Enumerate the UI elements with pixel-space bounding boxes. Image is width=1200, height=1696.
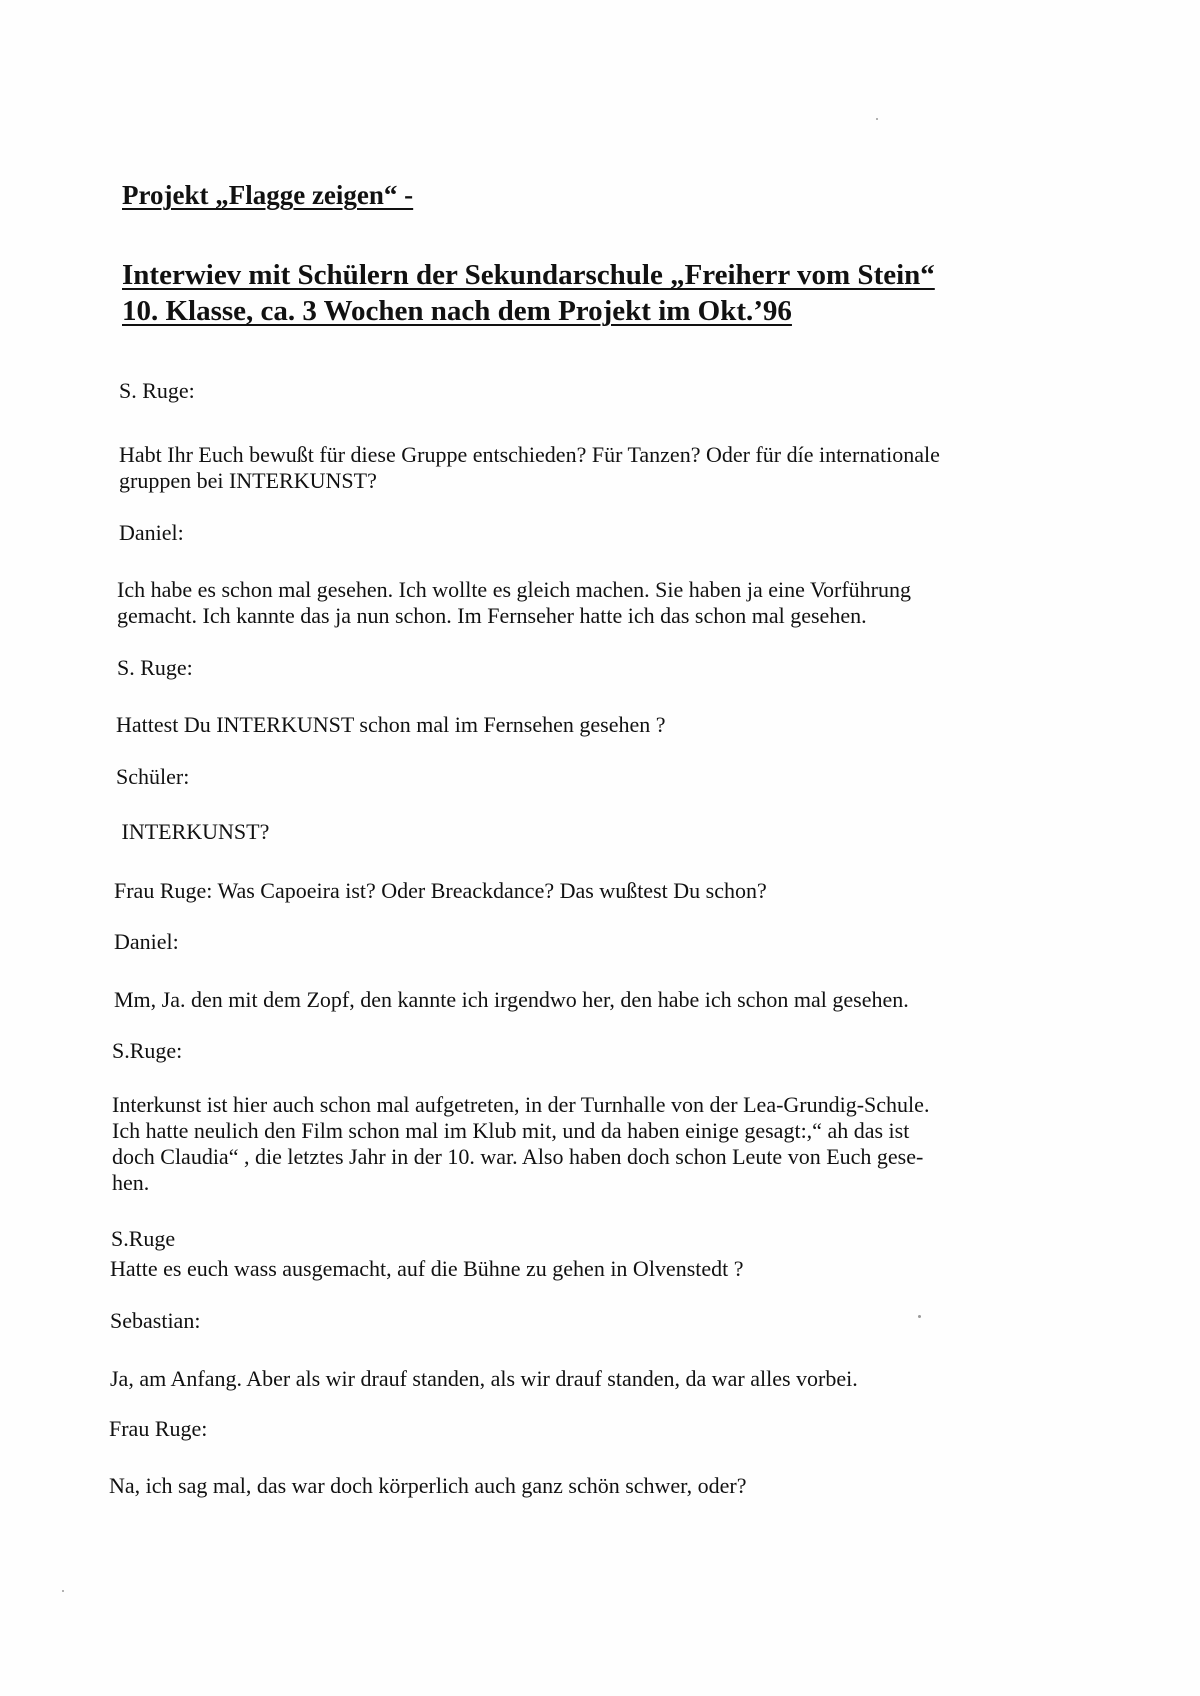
dialogue-text: Hattest Du INTERKUNST schon mal im Fernsehen gesehen ?	[116, 712, 666, 737]
dialogue-text: Interkunst ist hier auch schon mal aufgetreten, in der Turnhalle von der Lea-Grundig-Schule. Ich hatte neulich den Film schon mal im Klub mit, und da haben einige gesagt:,“ ah das ist doch Claudia“ , die letztes Jahr in der 10. war. Also haben doch schon Leute von Euch gese- hen.	[112, 1092, 930, 1195]
document-subtitle-line-2: 10. Klasse, ca. 3 Wochen nach dem Projekt im Okt.’96	[122, 295, 792, 327]
document-subtitle-line-1: Interwiev mit Schülern der Sekundarschule „Freiherr vom Stein“	[122, 259, 935, 291]
speaker-label: Frau Ruge:	[109, 1416, 208, 1441]
speaker-label: S. Ruge:	[117, 655, 193, 680]
scan-speck	[918, 1315, 921, 1318]
scan-speck	[62, 1590, 64, 1592]
speaker-label: Sebastian:	[110, 1308, 201, 1333]
speaker-label: S. Ruge:	[119, 378, 195, 403]
speaker-label: S.Ruge:	[112, 1038, 183, 1063]
dialogue-text: Hatte es euch wass ausgemacht, auf die Bühne zu gehen in Olvenstedt ?	[110, 1256, 744, 1281]
dialogue-text: Mm, Ja. den mit dem Zopf, den kannte ich irgendwo her, den habe ich schon mal gesehen.	[114, 987, 909, 1012]
dialogue-text: Frau Ruge: Was Capoeira ist? Oder Breackdance? Das wußtest Du schon?	[114, 878, 767, 903]
dialogue-text: Ja, am Anfang. Aber als wir drauf standen, als wir drauf standen, da war alles vorbei.	[110, 1366, 858, 1391]
dialogue-text: Habt Ihr Euch bewußt für diese Gruppe entschieden? Für Tanzen? Oder für díe internationale gruppen bei INTERKUNST?	[119, 442, 940, 493]
speaker-label: Schüler:	[116, 764, 190, 789]
speaker-label: S.Ruge	[111, 1226, 176, 1251]
document-title: Projekt „Flagge zeigen“ -	[122, 180, 414, 210]
speaker-label: Daniel:	[114, 929, 179, 954]
scan-speck	[876, 118, 878, 120]
dialogue-text: Ich habe es schon mal gesehen. Ich wollte es gleich machen. Sie haben ja eine Vorführung gemacht. Ich kannte das ja nun schon. Im Fernseher hatte ich das schon mal gesehen.	[117, 577, 911, 628]
speaker-label: Daniel:	[119, 520, 184, 545]
dialogue-text: INTERKUNST?	[116, 819, 270, 844]
dialogue-text: Na, ich sag mal, das war doch körperlich auch ganz schön schwer, oder?	[109, 1473, 747, 1498]
